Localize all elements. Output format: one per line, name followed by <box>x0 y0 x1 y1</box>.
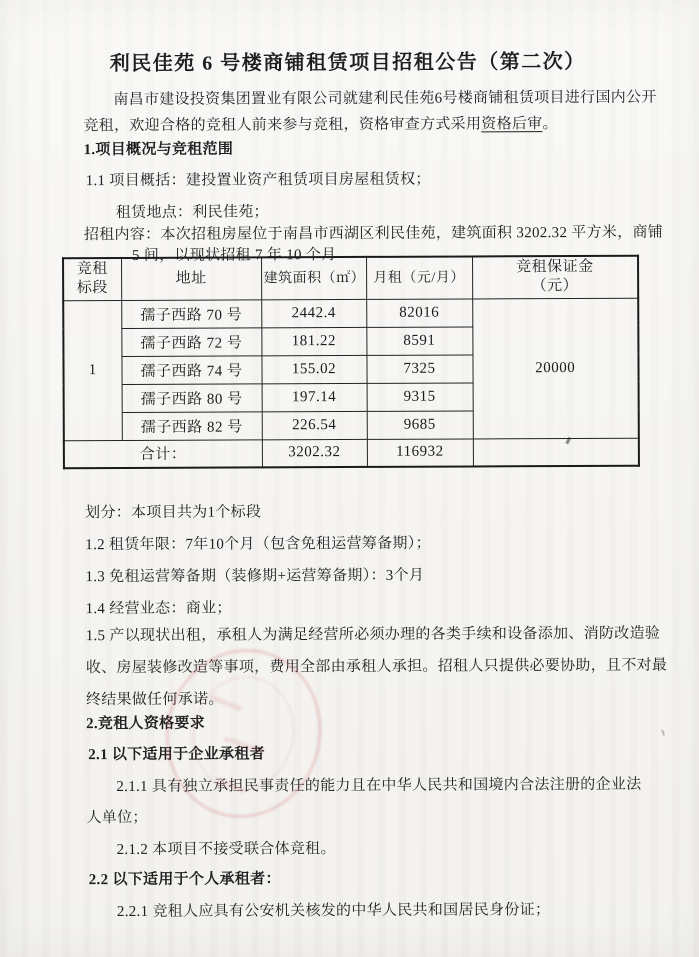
bid-sections-table <box>62 255 640 470</box>
total-area-cell: 3202.32 <box>262 439 367 467</box>
total-deposit-empty-cell <box>473 438 639 467</box>
clause-1-5-line-1: 1.5 产以现状出租，承租人为满足经营所必须办理的各类手续和设备添加、消防改造验 <box>85 625 661 645</box>
header-area: 建筑面积（㎡） <box>261 257 366 299</box>
section2-heading: 2.竞租人资格要求 <box>86 715 206 733</box>
deposit-cell: 20000 <box>472 298 639 439</box>
lease-content-line-1: 招租内容：本次招租房屋位于南昌市西湖区利民佳苑，建筑面积 3202.32 平方米，商铺 <box>83 224 664 244</box>
division-note: 划分：本项目共为1个标段 <box>85 504 262 522</box>
area-cell: 197.14 <box>262 383 367 411</box>
address-cell: 孺子西路 74 号 <box>121 355 261 384</box>
clause-1-2: 1.2 租赁年限：7年10个月（包含免租运营筹备期）； <box>85 535 431 554</box>
area-cell: 2442.4 <box>261 299 366 327</box>
clause-1-5-line-3: 终结果做任何承诺。 <box>85 691 224 709</box>
clause-2-1-1-line-1: 2.1.1 具有独立承担民事责任的能力且在中华人民共和国境内合法注册的企业法 <box>116 776 642 796</box>
table-header-row <box>63 256 638 301</box>
intro-line-2-text: 竞租，欢迎合格的竞租人前来参与竞租，资格审查方式采用 <box>83 116 482 135</box>
intro-line-1: 南昌市建设投资集团置业有限公司就建利民佳苑6号楼商铺租赁项目进行国内公开 <box>113 89 657 109</box>
scan-speck <box>661 729 665 735</box>
rent-cell: 7325 <box>366 354 472 382</box>
intro-line-2 <box>83 112 557 135</box>
section1-heading: 1.项目概况与竞租范围 <box>83 141 234 159</box>
intro-line-2-period: 。 <box>542 116 558 133</box>
area-cell: 226.54 <box>262 411 367 439</box>
rent-cell: 9315 <box>367 382 473 410</box>
area-cell: 181.22 <box>261 327 366 355</box>
clause-1-5-line-2: 收、房屋装修改造等事项，费用全部由承租人承担。招租人只提供必要协助，且不对最 <box>85 657 668 677</box>
clause-2-1-1-line-2: 人单位； <box>86 809 148 827</box>
clause-2-2-1: 2.2.1 竞租人应具有公安机关核发的中华人民共和国居民身份证； <box>116 902 551 921</box>
page-title: 利民佳苑 6 号楼商铺租赁项目招租公告（第二次） <box>109 50 586 76</box>
area-cell: 155.02 <box>261 355 366 383</box>
rent-cell: 9685 <box>367 410 473 438</box>
clause-2-1: 2.1 以下适用于企业承租者 <box>88 746 265 764</box>
total-label-cell: 合计： <box>64 439 262 468</box>
clause-1-4: 1.4 经营业态：商业； <box>85 600 232 618</box>
lease-content-line-2: 5 间，以现状招租 7 年 10 个月 <box>131 247 337 264</box>
header-address: 地址 <box>121 257 261 300</box>
address-cell: 孺子西路 80 号 <box>122 383 262 412</box>
table-row <box>63 298 638 329</box>
address-cell: 孺子西路 72 号 <box>121 327 261 356</box>
total-rent-cell: 116932 <box>367 438 473 466</box>
underlined-qualification-text: 资格后审 <box>481 116 543 133</box>
header-deposit: 竞租保证金（元） <box>472 256 638 299</box>
clause-1-1: 1.1 项目概括：建投置业资产租赁项目房屋租赁权； <box>85 171 431 190</box>
address-cell: 孺子西路 82 号 <box>122 411 262 440</box>
clause-2-2: 2.2 以下适用于个人承租者： <box>88 871 281 889</box>
clause-2-1-2: 2.1.2 本项目不接受联合体竞租。 <box>116 841 336 859</box>
total-row <box>64 438 639 469</box>
header-monthly-rent: 月租（元/月） <box>366 256 472 298</box>
address-cell: 孺子西路 70 号 <box>121 299 261 328</box>
clause-1-3: 1.3 免租运营筹备期（装修期+运营筹备期）：3个月 <box>85 567 425 586</box>
bid-section-number-cell: 1 <box>63 300 122 440</box>
header-bid-section: 竞租标段 <box>63 258 121 300</box>
rent-cell: 8591 <box>366 326 472 354</box>
lease-location: 租赁地点：利民佳苑； <box>115 204 269 222</box>
rent-cell: 82016 <box>366 298 472 326</box>
